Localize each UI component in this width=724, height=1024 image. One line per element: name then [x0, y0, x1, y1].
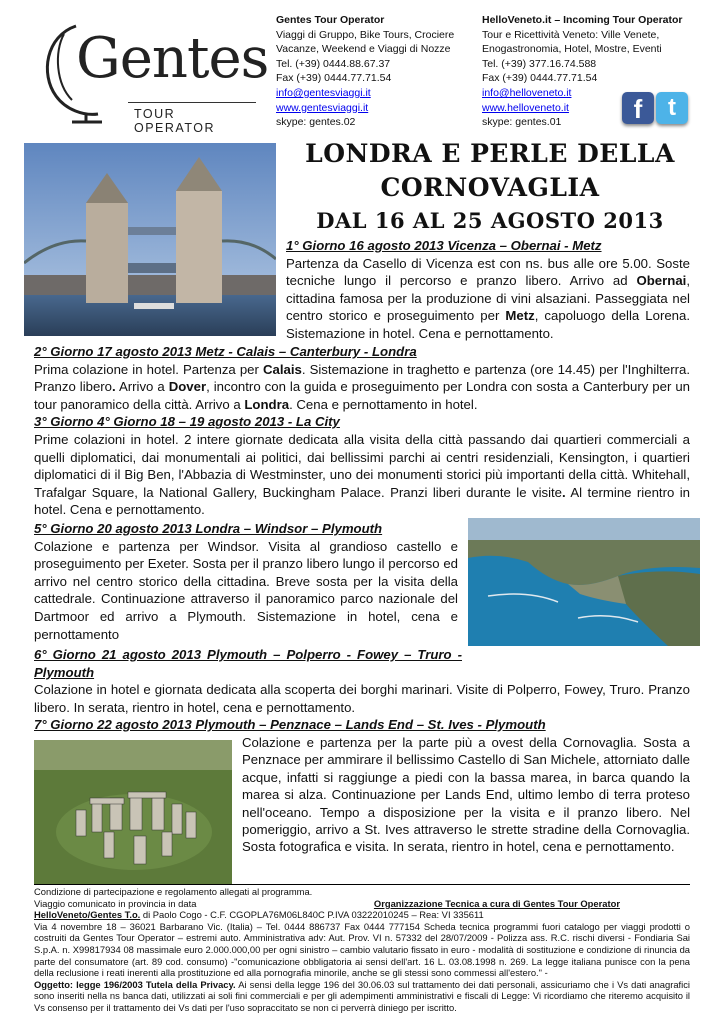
header-col2-line: Tel. (+39) 377.16.74.588 — [482, 57, 597, 70]
day7-text: Colazione e partenza per la parte più a ovest della Cornovaglia. Sosta a Penznace per ammirare il bellissimo Castello di San Michele, attorniato dalle acque, infatti si raggiunge a piedi con la bassa marea, in barca quando la marea si alza. Continuazione per Lands End, ultimo lembo di terra proteso nell'oceano. Tempo a disposizione per la visita e il pranzo libero. Nel pomeriggio, arrivo a St. Ives attraverso le strette stradine della Cornovaglia. Sosta fotografica e visita. In serata, rientro in hotel, cena e pernottamento. — [242, 735, 690, 855]
day7-section — [242, 734, 690, 856]
logo-rule — [128, 102, 256, 103]
day7-heading: 7° Giorno 22 agosto 2013 Plymouth – Penznace – Lands End – St. Ives - Plymouth — [34, 717, 546, 732]
day2-heading: 2° Giorno 17 agosto 2013 Metz - Calais – Canterbury - Londra — [34, 344, 417, 359]
footer-comm-row — [34, 898, 690, 910]
header-col1-title: Gentes Tour Operator — [276, 14, 385, 26]
header-gentes-contact — [276, 13, 476, 130]
day2-text: Prima colazione in hotel. Partenza per Calais. Sistemazione in traghetto e partenza (ore 14.45) per l'Inghilterra. Pranzo libero. Arrivo a Dover, incontro con la guida e proseguimento per Londra con sosta a Canterbury per un tour panoramico della città. Arrivo a Londra. Cena e pernottamento in hotel. — [34, 361, 690, 412]
footer-rule — [34, 884, 690, 885]
page-title — [280, 139, 700, 202]
header-col2-skype: skype: gentes.01 — [482, 116, 562, 129]
footer-line1: HelloVeneto/Gentes T.o. di Paolo Cogo - C.F. CGOPLA76M06L840C P.IVA 03222010245 – Rea: VI 335611 — [34, 909, 484, 921]
day3-heading: 3° Giorno 4° Giorno 18 – 19 agosto 2013 - La City — [34, 414, 340, 430]
day6-section — [34, 681, 690, 716]
footer — [34, 886, 690, 1014]
day6-text: Colazione in hotel e giornata dedicata alla scoperta dei borghi marinari. Visite di Polperro, Fowey, Truro. Pranzo libero. In serata, rientro in hotel, cena e pernottamento. — [34, 682, 690, 715]
twitter-icon[interactable]: t — [656, 92, 688, 124]
day7-heading-block — [34, 716, 690, 734]
day1-heading: 1° Giorno 16 agosto 2013 Vicenza – Obernai - Metz — [286, 238, 602, 253]
day1-text: Partenza da Casello di Vicenza est con ns. bus alle ore 5.00. Soste tecniche lungo il percorso e pranzo libero. Arrivo ad Obernai, cittadina famosa per la produzione di vini alsaziani. Passeggiata nel centro storico e proseguimento per Metz, capoluogo della Lorena. Sistemazione in hotel. Cena e pernottamento. — [286, 255, 690, 341]
gentes-logo — [36, 14, 269, 135]
header-col1-line: Tel. (+39) 0444.88.67.37 — [276, 57, 391, 70]
header-col2-line: Enogastronomia, Hotel, Mostre, Eventi — [482, 43, 662, 56]
day5-text: Colazione e partenza per Windsor. Visita al grandioso castello e proseguimento per Exeter. Sosta per il pranzo libero lungo il percorso ed arrivo nel centro storico della cittadina. Breve sosta per la visita della cattedrale. Continuazione attraverso il panoramico parco nazionale del Dartmoor ed arrivo a Plymouth. Sistemazione in hotel, cena e pernottamento — [34, 538, 458, 642]
header-col1-line: Vacanze, Weekend e Viaggi di Nozze — [276, 43, 451, 56]
day5-section — [34, 520, 458, 643]
footer-privacy: Oggetto: legge 196/2003 Tutela della Privacy. Ai sensi della legge 196 del 30.06.03 sul trattamento dei dati personali, assicuriamo che i Vs dati anagrafici sono inseriti nella ns banca dati, utilizzati ai soli fini commerciali e per gli adempimenti amministrativi e fiscali di Legge: Vi ricordiamo che riteremo acquisito il Vs consenso per il trattamento dei Vs dati per l'uso sopraccitato se non ci perverrà diniego per iscritto. — [34, 978, 691, 1013]
day5-heading: 5° Giorno 20 agosto 2013 Londra – Windsor – Plymouth — [34, 521, 383, 536]
logo-subtitle: TOUR OPERATOR — [134, 107, 215, 135]
logo-name: Gentes — [76, 26, 269, 91]
day3-text: Prime colazioni in hotel. 2 intere giornate dedicata alla visita della città passando dai quartieri commerciali a quelli diplomatici, dai monumentali ai politici, dai bellissimi parchi ai centri residenziali, Kensington, i quartieri diplomatici di il Big Ben, l'Abbazia di Westminster, uno dei monumenti storici più importanti della città. Whitehall, Trafalgar Square, la National Gallery, Buckingham Palace. Pranzi liberi durante le visite. Al termine rientro in hotel. Cena e pernottamento. — [34, 431, 690, 518]
footer-line2: Via 4 novembre 18 – 36021 Barbarano Vic. (Italia) – Tel. 0444 886737 Fax 0444 777154 Scheda tecnica programmi fuori catalogo per viaggi prodotti o costruiti da Gentes Tour Operator – estremi auto. Amministrativa adv: Aut. Prov. VI n. 57332 del 28/07/2009 - Polizza ass. R.C. rischi diversi - Fondiaria Sai S.p.A. n. X99817934 08 massimale euro 2.000.000,00 per ogni sinistro – cambio valutario fissato in euro - modalità di sostituzione e condizione di rinuncia da parte del consumatore (art. 89 cod. consumo) -"comunicazione obbligatoria ai sensi dell'art. 16 L. 03.08.1998 n. 269. La legge italiana punisce con la pena della reclusione i reati inerenti alla prostituzione ed alla pornografia minorile, anche se gli stessi sono commessi all'estero." - — [34, 920, 690, 979]
stonehenge-photo — [34, 740, 232, 885]
gentes-email-link[interactable]: info@gentesviaggi.it — [276, 86, 371, 99]
title-line2: CORNOVAGLIA — [380, 173, 600, 202]
header-col2-line: Tour e Ricettività Veneto: Ville Venete, — [482, 28, 660, 41]
footer-communicated: Viaggio comunicato in provincia in data — [34, 897, 197, 909]
day1-section — [286, 237, 690, 343]
gentes-web-link[interactable]: www.gentesviaggi.it — [276, 101, 369, 114]
tower-bridge-photo — [24, 143, 276, 336]
header-col2-title: HelloVeneto.it – Incoming Tour Operator — [482, 14, 683, 26]
header-col1-skype: skype: gentes.02 — [276, 116, 356, 129]
header-col1-line: Fax (+39) 0444.77.71.54 — [276, 72, 392, 85]
footer-conditions: Condizione di partecipazione e regolamento allegati al programma. — [34, 886, 313, 897]
header-col2-line: Fax (+39) 0444.77.71.54 — [482, 72, 598, 85]
helloveneto-email-link[interactable]: info@helloveneto.it — [482, 86, 572, 99]
facebook-icon[interactable]: f — [622, 92, 654, 124]
header-col1-line: Viaggi di Gruppo, Bike Tours, Crociere — [276, 28, 455, 41]
title-line1: LONDRA E PERLE DELLA — [305, 139, 675, 168]
title-dates: DAL 16 AL 25 AGOSTO 2013 — [316, 208, 664, 233]
helloveneto-web-link[interactable]: www.helloveneto.it — [482, 101, 569, 114]
plymouth-coast-photo — [468, 518, 700, 646]
footer-organization: Organizzazione Tecnica a cura di Gentes Tour Operator — [373, 897, 620, 909]
days2-3-section — [34, 343, 690, 519]
day6-heading: 6° Giorno 21 agosto 2013 Plymouth – Polperro - Fowey – Truro - Plymouth — [34, 647, 462, 680]
